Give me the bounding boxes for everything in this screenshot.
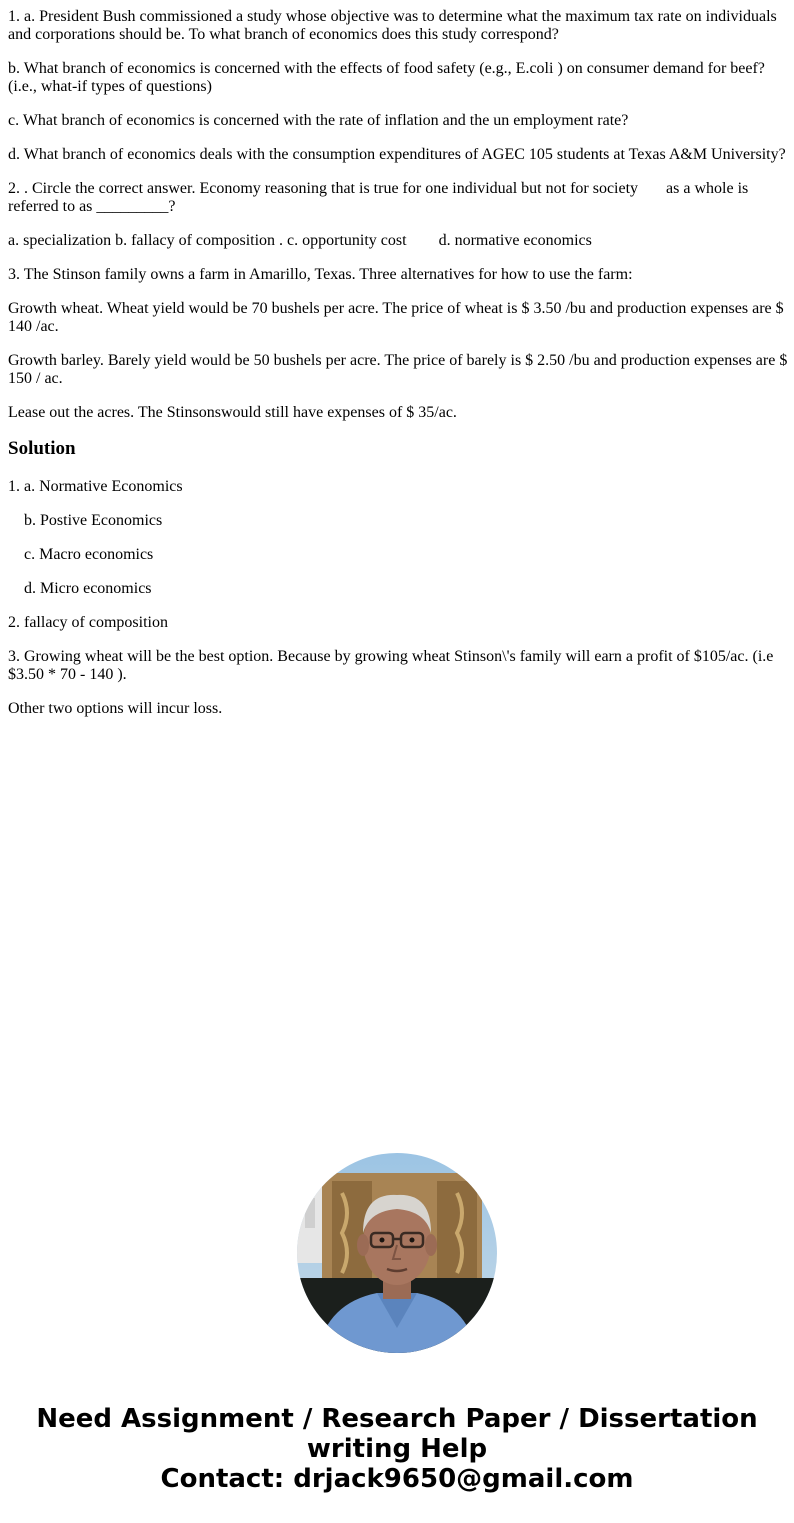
question-1c: c. What branch of economics is concerned with the rate of inflation and the un employment rate? <box>8 112 629 129</box>
answer-3-note: Other two options will incur loss. <box>8 700 223 717</box>
answer-1b: b. Postive Economics <box>24 512 163 529</box>
banner-line-1: Need Assignment / Research Paper / Dissertation <box>36 1404 758 1434</box>
banner-line-2: writing Help <box>306 1434 488 1464</box>
question-1b: b. What branch of economics is concerned with the effects of food safety (e.g., E.coli ) on consumer demand for beef? (i.e., what-if types of questions) <box>8 60 769 95</box>
promo-banner <box>0 1404 794 1494</box>
answer-3: 3. Growing wheat will be the best option. Because by growing wheat Stinson\'s family will earn a profit of $105/ac. (i.e $3.50 * 70 - 140 ). <box>8 648 778 683</box>
document-body <box>8 8 792 734</box>
answer-1a: 1. a. Normative Economics <box>8 478 183 495</box>
answer-1d: d. Micro economics <box>24 580 152 597</box>
question-3-lease: Lease out the acres. The Stinsonswould still have expenses of $ 35/ac. <box>8 404 457 421</box>
tutor-portrait-image <box>297 1153 497 1353</box>
question-1a: 1. a. President Bush commissioned a study whose objective was to determine what the maximum tax rate on individuals and corporations should be. To what branch of economics does this study correspond? <box>8 8 781 43</box>
answer-2: 2. fallacy of composition <box>8 614 168 631</box>
question-2-options: a. specialization b. fallacy of composition . c. opportunity cost d. normative economics <box>8 232 592 249</box>
question-1d: d. What branch of economics deals with the consumption expenditures of AGEC 105 students at Texas A&M University? <box>8 146 786 163</box>
answer-1c: c. Macro economics <box>24 546 154 563</box>
tutor-avatar <box>297 1153 497 1353</box>
banner-contact: Contact: drjack9650@gmail.com <box>160 1464 634 1494</box>
solution-heading: Solution <box>8 438 76 459</box>
question-3: 3. The Stinson family owns a farm in Amarillo, Texas. Three alternatives for how to use the farm: <box>8 266 633 283</box>
question-3-barley: Growth barley. Barely yield would be 50 bushels per acre. The price of barely is $ 2.50 /bu and production expenses are $ 150 / ac. <box>8 352 792 387</box>
question-2: 2. . Circle the correct answer. Economy reasoning that is true for one individual but not for society as a whole is referred to as _________? <box>8 180 753 215</box>
question-3-wheat: Growth wheat. Wheat yield would be 70 bushels per acre. The price of wheat is $ 3.50 /bu and production expenses are $ 140 /ac. <box>8 300 788 335</box>
